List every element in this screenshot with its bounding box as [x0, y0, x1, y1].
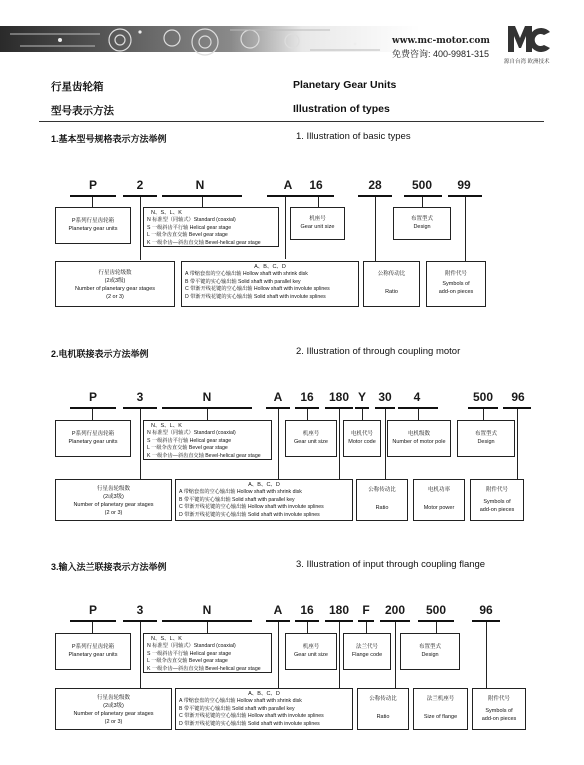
hotline-text: 免费咨询: 400-9981-315: [392, 49, 490, 59]
flange-size-label-cn: 法兰机座号: [426, 696, 455, 702]
gear-type-k: K 一级伞齿—斜齿直交轴 Bevel-helical gear stage: [147, 452, 261, 459]
stages-label-cn: 行星齿轮级数: [96, 486, 130, 492]
connector: [207, 409, 208, 420]
design-box: [457, 420, 515, 457]
code-series: P: [88, 603, 97, 617]
connector: [92, 622, 93, 633]
connector: [395, 622, 396, 688]
stages-box: [55, 479, 172, 521]
flange-code-label-cn: 法兰代号: [355, 644, 378, 650]
shaft-type-a: A 带缩套盘的空心输出轴 Hollow shaft with shrink disk: [179, 698, 302, 704]
gear-type-title: N、S、L、K: [151, 210, 182, 216]
gear-type-k: K 一级伞齿—斜齿直交轴 Bevel-helical gear stage: [147, 665, 261, 672]
addon-label-en-1: Symbols of: [483, 499, 511, 505]
size-label-cn: 机座号: [302, 431, 320, 437]
connector: [385, 409, 386, 479]
flange-code-label-en: Flange code: [351, 652, 383, 658]
series-box: [55, 207, 131, 244]
connector: [436, 622, 437, 633]
ratio-label-cn: 公称传动比: [377, 271, 406, 277]
subtitle-cn: 型号表示方法: [51, 105, 114, 117]
connector: [140, 197, 141, 260]
motor-code-label-cn: 电机代号: [350, 431, 373, 437]
addon-box: [472, 688, 526, 730]
connector: [339, 622, 340, 688]
series-label-en: Planetary gear units: [68, 652, 118, 658]
company-logo: [506, 22, 552, 56]
website-url[interactable]: www.mc-motor.com: [392, 36, 490, 46]
connector: [207, 622, 208, 633]
stages-label-en-2: (2 or 3): [104, 719, 123, 725]
shaft-type-c: C 带渐开线花键的空心输出轴 Hollow shaft with involute splines: [179, 504, 324, 511]
stages-label-en: Number of planetary gear stages: [73, 502, 154, 508]
gear-type-n: N 标准型（同轴式）Standard (coaxial): [147, 643, 236, 649]
design-label-en: Design: [413, 224, 431, 230]
gear-type-s: S 一级斜齿平行轴 Helical gear stage: [147, 650, 232, 657]
ratio-box: [356, 479, 408, 521]
series-label-cn: P系列行星齿轮箱: [71, 644, 115, 650]
section-3-title-en: 3. Illustration of input through coupling flange: [296, 559, 486, 570]
size-label-en: Gear unit size: [300, 224, 335, 230]
ratio-label-en: Ratio: [375, 505, 389, 511]
addon-label-cn: 附件代号: [485, 487, 508, 493]
design-box: [393, 207, 451, 240]
size-box: [290, 207, 345, 240]
motor-code-box: [343, 420, 381, 457]
logo-caption: 源自台湾 欧洲技术: [504, 59, 550, 65]
section-3-title-cn: 3.输入法兰联接表示方法举例: [51, 562, 167, 572]
gear-type-l: L 一级伞齿直交轴 Bevel gear stage: [147, 445, 228, 452]
title-en: Planetary Gear Units: [293, 79, 397, 91]
size-label-cn: 机座号: [302, 644, 320, 650]
connector: [366, 622, 367, 633]
code-bar: [70, 195, 116, 197]
motor-code-label-en: Motor code: [348, 439, 376, 445]
code-size: 16: [300, 603, 314, 617]
ratio-label-en: Ratio: [376, 714, 390, 720]
connector: [465, 197, 466, 261]
shaft-type-box: [175, 688, 353, 730]
motor-power-label-cn: 电机功率: [427, 487, 450, 493]
motor-power-label-en: Motor power: [423, 505, 455, 511]
connector: [140, 409, 141, 479]
addon-label-en-1: Symbols of: [485, 708, 513, 714]
connector: [202, 197, 203, 207]
code-flange-code: F: [362, 603, 370, 617]
connector: [318, 197, 319, 207]
title-cn: 行星齿轮箱: [51, 81, 104, 93]
ratio-label-en: Ratio: [385, 289, 398, 295]
connector: [307, 409, 308, 420]
series-label-cn: P系列行星齿轮箱: [71, 431, 115, 437]
code-power: 30: [378, 390, 392, 404]
gear-type-title: N、S、L、K: [151, 636, 182, 642]
stages-box: [55, 688, 172, 730]
code-motor-frame: 180: [328, 390, 350, 404]
code-addon: 99: [457, 178, 471, 192]
series-box: [55, 633, 131, 670]
code-design: 500: [472, 390, 494, 404]
ratio-label-cn: 公称传动比: [369, 696, 397, 702]
addon-label-cn: 附件代号: [487, 696, 510, 702]
shaft-type-d: D 带渐开线花键的实心输出轴 Solid shaft with involute splines: [179, 511, 320, 518]
stages-label-cn-2: (2或3级): [103, 703, 124, 709]
connector: [486, 622, 487, 688]
code-motor-code: Y: [357, 390, 366, 404]
motor-pole-label-cn: 电机级数: [407, 431, 430, 437]
code-bar: [70, 407, 116, 409]
gear-type-box: [143, 633, 272, 673]
addon-label-en-2: add-on pieces: [481, 716, 517, 722]
code-addon: 96: [479, 603, 493, 617]
series-label-en: Planetary gear units: [68, 226, 118, 232]
code-stages: 3: [136, 390, 144, 404]
subtitle-en: Illustration of types: [293, 103, 390, 115]
header-banner-graphic: [0, 20, 584, 64]
series-label-cn: P系列行星齿轮箱: [71, 218, 115, 224]
addon-box: [470, 479, 524, 521]
gear-type-k: K 一级伞齿—斜齿直交轴 Bevel-helical gear stage: [147, 239, 261, 246]
stages-label-en-2: (2 or 3): [106, 294, 124, 300]
size-label-en: Gear unit size: [294, 439, 328, 445]
addon-box: [426, 261, 486, 307]
gear-type-title: N、S、L、K: [151, 423, 182, 429]
motor-pole-box: [387, 420, 451, 457]
gear-type-n: N 标准型（同轴式）Standard (coaxial): [147, 217, 236, 223]
series-box: [55, 420, 131, 457]
code-size: 16: [300, 390, 314, 404]
shaft-type-c: C 带渐开线花键的空心输出轴 Hollow shaft with involute splines: [179, 713, 324, 720]
connector: [285, 197, 286, 259]
stages-label-cn-2: (2或3级): [104, 278, 126, 284]
connector: [418, 409, 419, 420]
shaft-type-b: B 带平键的实心输出轴 Solid shaft with parallel key: [185, 278, 301, 285]
code-shaft: A: [273, 390, 283, 404]
connector: [483, 409, 484, 420]
connector: [362, 409, 363, 420]
stages-label-cn-2: (2或3级): [103, 494, 124, 500]
flange-size-label-en: Size of flange: [423, 714, 458, 720]
section-1-title-en: 1. Illustration of basic types: [296, 131, 411, 142]
section-1-title-cn: 1.基本型号规格表示方法举例: [51, 134, 167, 144]
stages-label-cn: 行星齿轮级数: [96, 695, 130, 701]
gear-type-n: N 标准型（同轴式）Standard (coaxial): [147, 430, 236, 436]
code-gear-type: N: [195, 178, 205, 192]
stages-label-cn: 行星齿轮级数: [98, 270, 132, 276]
flange-size-box: [413, 688, 468, 730]
series-label-en: Planetary gear units: [68, 439, 118, 445]
ratio-label-cn: 公称传动比: [368, 487, 396, 493]
code-series: P: [88, 178, 97, 192]
shaft-type-c: C 带渐开线花键的空心输出轴 Hollow shaft with involute splines: [185, 286, 330, 293]
motor-power-box: [413, 479, 465, 521]
size-label-en: Gear unit size: [294, 652, 328, 658]
gear-type-l: L 一级伞齿直交轴 Bevel gear stage: [147, 232, 228, 239]
design-label-cn: 布置型式: [418, 644, 441, 650]
shaft-type-title: A、B、C、D: [248, 482, 280, 488]
design-label-en: Design: [421, 652, 439, 658]
connector: [422, 197, 423, 207]
design-box: [400, 633, 460, 670]
shaft-type-title: A、B、C、D: [254, 264, 286, 270]
code-gear-type: N: [202, 603, 212, 617]
stages-label-en-2: (2 or 3): [104, 510, 123, 516]
header-rule: [39, 121, 544, 122]
connector: [278, 622, 279, 688]
connector: [339, 409, 340, 479]
code-shaft: A: [273, 603, 283, 617]
shaft-type-d: D 带渐开线花键的实心输出轴 Solid shaft with involute splines: [185, 293, 326, 300]
design-label-en: Design: [477, 439, 495, 445]
addon-label-en-2: add-on pieces: [438, 289, 474, 295]
code-stages: 2: [136, 178, 144, 192]
section-2-title-en: 2. Illustration of through coupling motor: [296, 346, 461, 357]
logo-mark: [506, 22, 552, 56]
shaft-type-b: B 带平键的实心输出轴 Solid shaft with parallel key: [179, 496, 295, 503]
shaft-type-a: A 带缩套盘的空心输出轴 Hollow shaft with shrink disk: [185, 271, 308, 277]
gear-type-box: [143, 420, 272, 460]
code-gear-type: N: [202, 390, 212, 404]
connector: [92, 197, 93, 207]
section-2-title-cn: 2.电机联接表示方法举例: [51, 349, 149, 359]
ratio-box: [357, 688, 409, 730]
code-bar: [70, 620, 116, 622]
stages-box: [55, 261, 175, 307]
size-label-cn: 机座号: [309, 216, 326, 222]
header-banner: [0, 20, 584, 64]
code-motor-frame: 180: [328, 603, 350, 617]
connector: [92, 409, 93, 420]
connector: [375, 197, 376, 261]
stages-label-en: Number of planetary gear stages: [74, 286, 156, 292]
gear-type-box: [143, 207, 279, 247]
gear-type-l: L 一级伞齿直交轴 Bevel gear stage: [147, 658, 228, 665]
shaft-type-box: [181, 261, 359, 307]
code-addon: 96: [511, 390, 525, 404]
addon-label-en-2: add-on pieces: [479, 507, 515, 513]
shaft-type-a: A 带缩套盘的空心输出轴 Hollow shaft with shrink disk: [179, 489, 302, 495]
shaft-type-b: B 带平键的实心输出轴 Solid shaft with parallel key: [179, 705, 295, 712]
code-series: P: [88, 390, 97, 404]
ratio-box: [363, 261, 420, 307]
size-box: [285, 633, 337, 670]
stages-label-en: Number of planetary gear stages: [73, 711, 154, 717]
shaft-type-title: A、B、C、D: [248, 691, 280, 697]
code-stages: 3: [136, 603, 144, 617]
code-motor-pole: 4: [413, 390, 421, 404]
size-box: [285, 420, 337, 457]
connector: [307, 622, 308, 633]
flange-code-box: [343, 633, 391, 670]
code-size: 16: [309, 178, 323, 192]
addon-label-en-1: Symbols of: [442, 281, 470, 287]
design-label-cn: 布置型式: [474, 431, 497, 437]
motor-pole-label-en: Number of motor pole: [392, 439, 446, 445]
code-shaft: A: [283, 178, 293, 192]
addon-label-cn: 附件代号: [444, 271, 467, 277]
code-design: 500: [425, 603, 447, 617]
code-flange-size: 200: [384, 603, 406, 617]
shaft-type-box: [175, 479, 353, 521]
code-design: 500: [411, 178, 433, 192]
design-label-cn: 布置型式: [410, 216, 433, 222]
code-bar: [404, 195, 442, 197]
gear-type-s: S 一级斜齿平行轴 Helical gear stage: [147, 437, 232, 444]
connector: [140, 622, 141, 688]
code-ratio: 28: [368, 178, 382, 192]
gear-type-s: S 一级斜齿平行轴 Helical gear stage: [147, 224, 232, 231]
connector: [517, 409, 518, 479]
shaft-type-d: D 带渐开线花键的实心输出轴 Solid shaft with involute splines: [179, 720, 320, 727]
connector: [278, 409, 279, 479]
